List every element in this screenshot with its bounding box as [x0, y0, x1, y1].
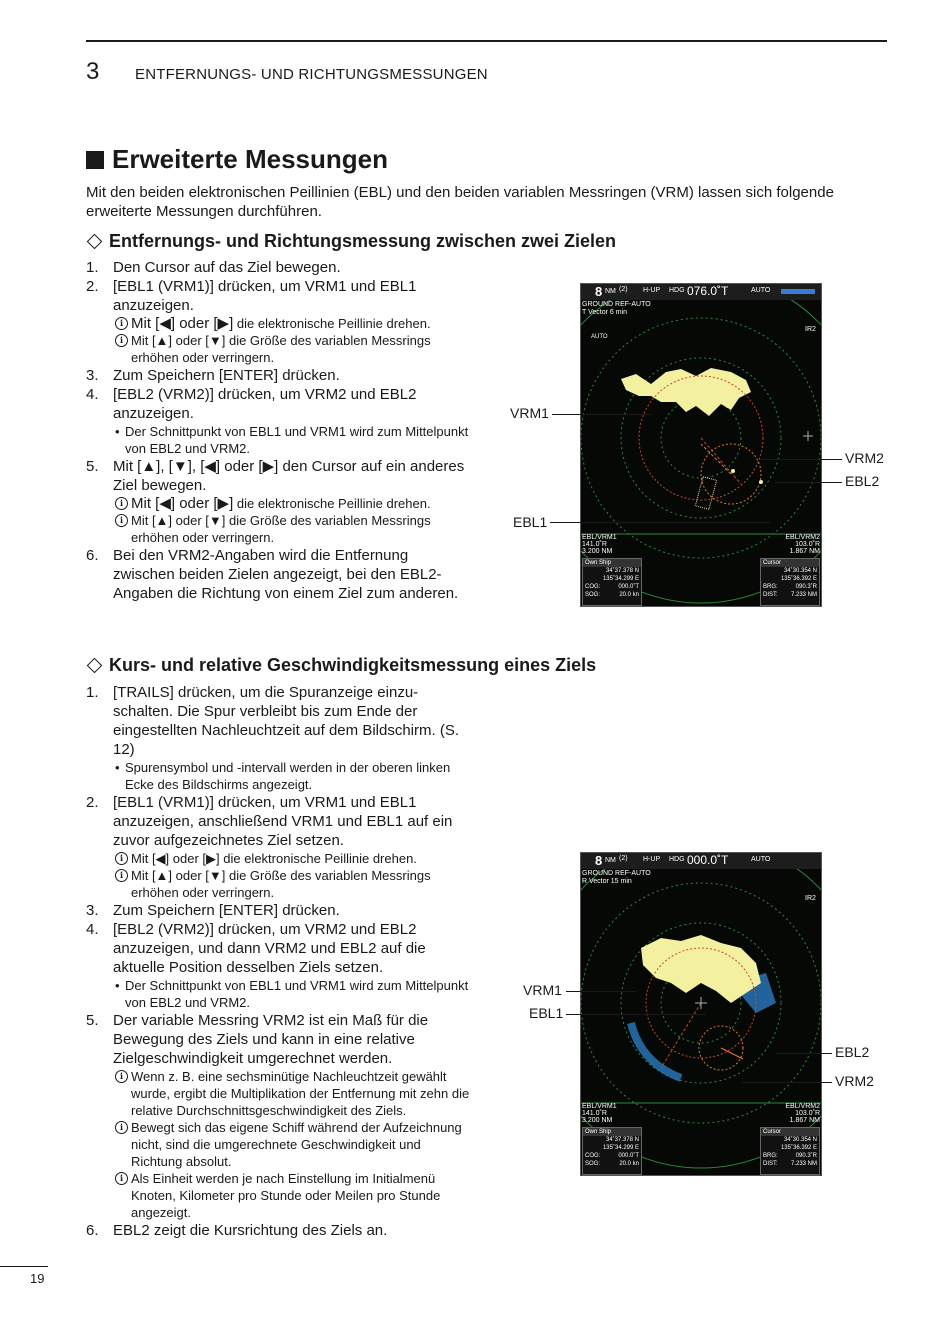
page-number-rule — [0, 1266, 48, 1267]
ebl-vrm2-readout: EBL/VRM2 103.0˚R 1.867 NM — [785, 534, 820, 555]
callout-line — [552, 414, 652, 415]
ebl-vrm2-readout: EBL/VRM2 103.0˚R 1.867 NM — [785, 1103, 820, 1124]
list-item: 5. Mit [▲], [▼], [◀] oder [▶] den Cursor auf ein anderes Ziel bewegen. i Mit [◀] oder [▶] die elektronische Peillinie drehen. i Mit [▲] oder [▼] die Größe des variablen Messrings erhöhen oder verringern. — [86, 457, 471, 546]
bullet-note: • Der Schnittpunkt von EBL1 und VRM1 wird zum Mittelpunkt von EBL2 und VRM2. — [113, 423, 471, 457]
list-item: 1. [TRAILS] drücken, um die Spuranzeige einzuschalten. Die Spur verbleibt bis zum Ende der eingestellten Nachleuchtzeit auf dem Bildschirm. (S. 12) • Spurensymbol und -intervall werden in der oberen linken Ecke des Bildschirms angezeigt. — [86, 683, 471, 793]
info-icon: i — [115, 317, 128, 330]
callout-line — [742, 1082, 832, 1083]
list-item: 6. EBL2 zeigt die Kursrichtung des Ziels an. — [86, 1222, 388, 1239]
info-note: i Als Einheit werden je nach Einstellung im Initialmenü Knoten, Kilometer pro Stunde oder Meilen pro Stunde angezeigt. — [113, 1170, 471, 1221]
info-note: i Mit [◀] oder [▶] die elektronische Peillinie drehen. — [113, 850, 471, 867]
info-note: i Mit [▲] oder [▼] die Größe des variablen Messrings erhöhen oder verringern. — [113, 512, 471, 546]
bullet-note: • Spurensymbol und -intervall werden in der oberen linken Ecke des Bildschirms angezeigt. — [113, 759, 471, 793]
info-icon: i — [115, 514, 128, 527]
chapter-title: ENTFERNUNGS- UND RICHTUNGSMESSUNGEN — [135, 66, 488, 83]
list-item: 4. [EBL2 (VRM2)] drücken, um VRM2 und EBL2 anzuzeigen, und dann VRM2 und EBL2 auf die aktuelle Position desselben Ziels setzen. • Der Schnittpunkt von EBL1 und VRM1 wird zum Mittelpunkt von EBL2 und VRM2. — [86, 920, 471, 1011]
radar-top-bar: 8 NM (2) H-UP HDG 076.0˚T AUTO — [581, 284, 821, 300]
ir-label: IR2 — [805, 895, 816, 902]
info-note: i Mit [◀] oder [▶] die elektronische Peillinie drehen. — [113, 315, 471, 332]
info-icon: i — [115, 1121, 128, 1134]
page-number: 19 — [30, 1271, 45, 1286]
list-item: 6. Bei den VRM2-Angaben wird die Entfernung zwischen beiden Zielen angezeigt, bei den EBL2-Angaben die Richtung von einem Ziel zum anderen. — [86, 547, 459, 602]
ebl-vrm1-readout: EBL/VRM1 141.0˚R 3.200 NM — [582, 1103, 617, 1124]
ir-label: IR2 — [805, 326, 816, 333]
subsection-1-steps — [86, 258, 471, 603]
own-ship-panel: Own Ship 34˚37.378 N 135˚34.299 E COG: 000.0˚T SOG: 20.0 kn — [582, 558, 642, 606]
info-icon: i — [115, 497, 128, 510]
info-icon: i — [115, 852, 128, 865]
callout-vrm2: VRM2 — [835, 1073, 874, 1089]
ebl-vrm1-readout: EBL/VRM1 141.0˚R 3.200 NM — [582, 534, 617, 555]
info-icon: i — [115, 1172, 128, 1185]
info-note: i Bewegt sich das eigene Schiff während der Aufzeichnung nicht, sind die umgerechnete Geschwindigkeit und Richtung absolut. — [113, 1119, 471, 1170]
auto-label: AUTO — [591, 334, 608, 340]
info-note: i Wenn z. B. eine sechsminütige Nachleuchtzeit gewählt wurde, ergibt die Multiplikation der Entfernung mit zehn die relative Durchschnittsgeschwindigkeit des Ziels. — [113, 1068, 471, 1119]
subsection-1-title: Entfernungs- und Richtungsmessung zwischen zwei Zielen — [86, 231, 616, 252]
callout-ebl2: EBL2 — [845, 473, 880, 489]
list-item: 1. Den Cursor auf das Ziel bewegen. — [86, 259, 341, 276]
callout-vrm1: VRM1 — [510, 405, 549, 421]
radar-top-bar: 8 NM (2) H-UP HDG 000.0˚T AUTO — [581, 853, 821, 869]
cursor-panel: Cursor 34˚30.354 N 135˚36.392 E BRG: 090.3˚R DIST: 7.233 NM — [760, 558, 820, 606]
list-item: 2. [EBL1 (VRM1)] drücken, um VRM1 und EBL1 anzuzeigen, anschließend VRM1 und EBL1 auf ein zuvor aufgezeichnetes Ziel setzen. i Mit [◀] oder [▶] die elektronische Peillinie drehen. i Mit [▲] oder [▼] die Größe des variablen Messrings erhöhen oder verringern. — [86, 793, 471, 901]
callout-line — [775, 482, 842, 483]
info-note: i Mit [◀] oder [▶] die elektronische Peillinie drehen. — [113, 495, 471, 512]
info-icon: i — [115, 869, 128, 882]
info-note: i Mit [▲] oder [▼] die Größe des variablen Messrings erhöhen oder verringern. — [113, 867, 471, 901]
subsection-2-title: Kurs- und relative Geschwindigkeitsmessung eines Ziels — [86, 655, 596, 676]
section-title: Erweiterte Messungen — [86, 144, 388, 175]
diamond-bullet-icon — [87, 234, 103, 250]
info-icon: i — [115, 334, 128, 347]
radar-status-text: GROUND REF-AUTO R Vector 15 min — [582, 870, 651, 885]
callout-ebl2: EBL2 — [835, 1044, 870, 1060]
callout-line — [776, 1053, 832, 1054]
chapter-number: 3 — [86, 58, 100, 85]
callout-ebl1: EBL1 — [529, 1005, 564, 1021]
list-item: 3. Zum Speichern [ENTER] drücken. — [86, 902, 340, 919]
diamond-bullet-icon — [87, 658, 103, 674]
own-ship-panel: Own Ship 34˚37.378 N 135˚34.299 E COG: 000.0˚T SOG: 20.0 kn — [582, 1127, 642, 1175]
callout-vrm1: VRM1 — [523, 982, 562, 998]
info-note: i Mit [▲] oder [▼] die Größe des variablen Messrings erhöhen oder verringern. — [113, 332, 471, 366]
callout-line — [566, 1014, 706, 1015]
callout-ebl1: EBL1 — [513, 514, 548, 530]
list-item: 4. [EBL2 (VRM2)] drücken, um VRM2 und EBL2 anzuzeigen. • Der Schnittpunkt von EBL1 und VRM1 wird zum Mittelpunkt von EBL2 und VRM2. — [86, 385, 471, 457]
section-intro: Mit den beiden elektronischen Peillinien (EBL) und den beiden variablen Messringen (VRM) lassen sich folgende erweiterte Messungen durchführen. — [86, 184, 834, 220]
list-item: 5. Der variable Messring VRM2 ist ein Maß für die Bewegung des Ziels und kann in eine relative Zielgeschwindigkeit umgerechnet werden. i Wenn z. B. eine sechsminütige Nachleuchtzeit gewählt wurde, ergibt die Multiplikation der Entfernung mit zehn die relative Durchschnittsgeschwindigkeit des Ziels. i Bewegt sich das eigene Schiff während der Aufzeichnung nicht, sind die umgerechnete Geschwindigkeit und Richtung absolut. i Als Einheit werden je nach Einstellung im Initialmenü Knoten, Kilometer pro Stunde oder Meilen pro Stunde angezeigt. — [86, 1012, 470, 1220]
radar-screenshot-1 — [580, 283, 822, 607]
info-icon: i — [115, 1070, 128, 1083]
callout-line — [550, 522, 770, 523]
gain-bar — [781, 289, 815, 294]
callout-line — [760, 459, 842, 460]
bullet-note: • Der Schnittpunkt von EBL1 und VRM1 wird zum Mittelpunkt von EBL2 und VRM2. — [113, 977, 471, 1011]
callout-line — [566, 991, 636, 992]
callout-vrm2: VRM2 — [845, 450, 884, 466]
list-item: 2. [EBL1 (VRM1)] drücken, um VRM1 und EBL1 anzuzeigen. i Mit [◀] oder [▶] die elektronische Peillinie drehen. i Mit [▲] oder [▼] die Größe des variablen Messrings erhöhen oder verringern. — [86, 277, 471, 366]
radar-status-text: GROUND REF-AUTO T Vector 6 min — [582, 301, 651, 316]
cursor-panel: Cursor 34˚30.354 N 135˚36.392 E BRG: 090.3˚R DIST: 7.233 NM — [760, 1127, 820, 1175]
subsection-2-steps — [86, 683, 471, 1240]
header-rule — [86, 40, 887, 42]
list-item: 3. Zum Speichern [ENTER] drücken. — [86, 367, 340, 384]
square-bullet-icon — [86, 151, 104, 169]
